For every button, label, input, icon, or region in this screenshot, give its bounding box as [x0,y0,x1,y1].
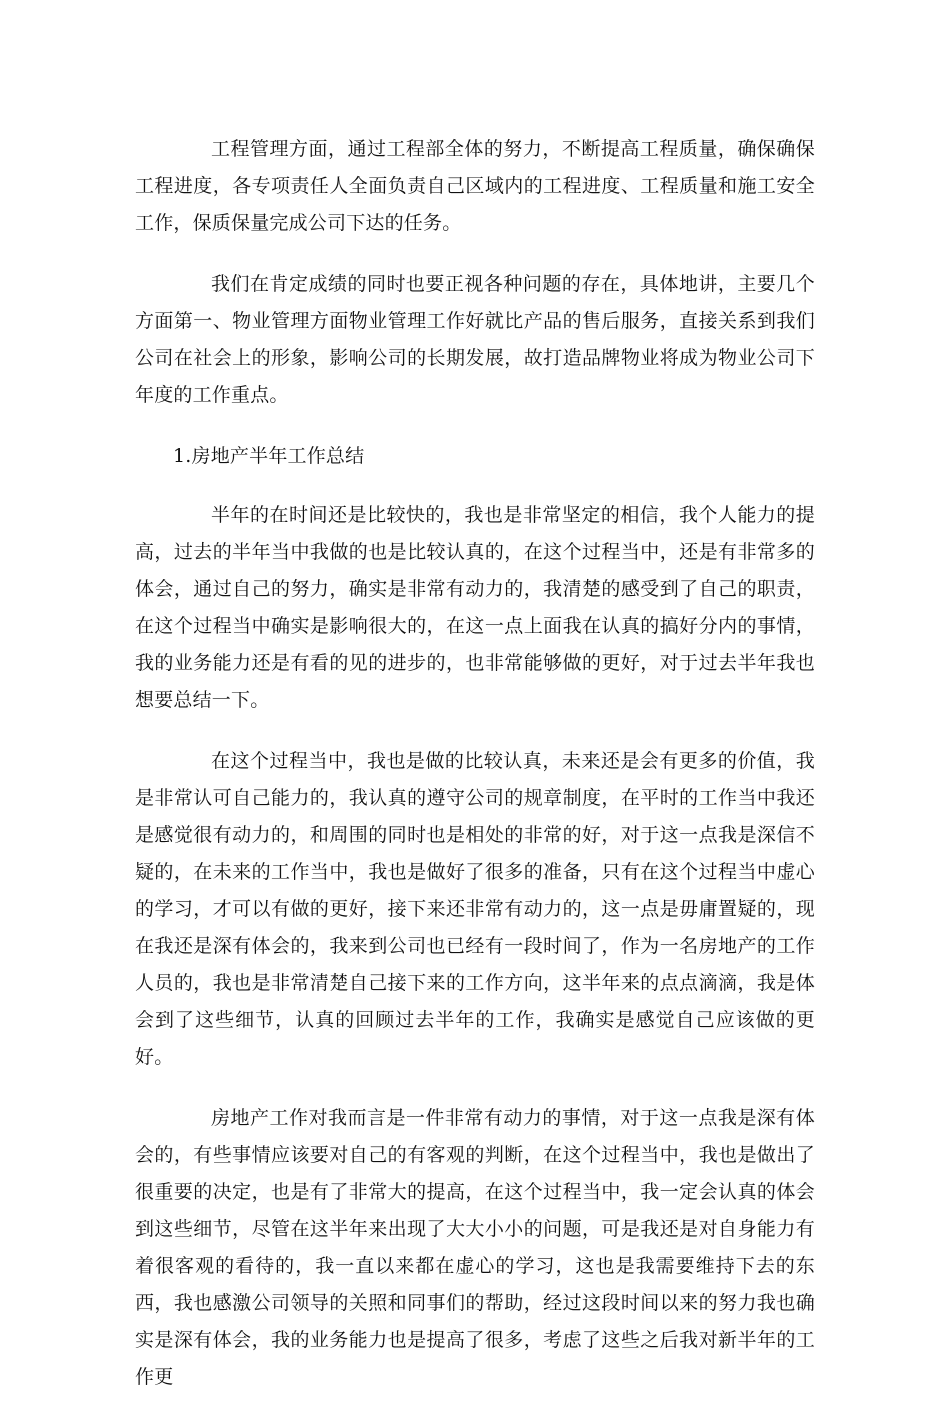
paragraph-real-estate-work: 房地产工作对我而言是一件非常有动力的事情，对于这一点我是深有体会的，有些事情应该要对自己的有客观的判断，在这个过程当中，我也是做出了很重要的决定，也是有了非常大的提高，在这个过程当中，我一定会认真的体会到这些细节，尽管在这半年来出现了大大小小的问题，可是我还是对自身能力有着很客观的看待的，我一直以来都在虚心的学习，这也是我需要维持下去的东西，我也感激公司领导的关照和同事们的帮助，经过这段时间以来的努力我也确实是深有体会，我的业务能力也是提高了很多，考虑了这些之后我对新半年的工作更 [135,1107,815,1388]
paragraph-problems: 我们在肯定成绩的同时也要正视各种问题的存在，具体地讲，主要几个方面第一、物业管理方面物业管理工作好就比产品的售后服务，直接关系到我们公司在社会上的形象，影响公司的长期发展，故打造品牌物业将成为物业公司下年度的工作重点。 [135,273,815,406]
paragraph-half-year-summary: 半年的在时间还是比较快的，我也是非常坚定的相信，我个人能力的提高，过去的半年当中我做的也是比较认真的，在这个过程当中，还是有非常多的体会，通过自己的努力，确实是非常有动力的，我清楚的感受到了自己的职责，在这个过程当中确实是影响很大的，在这一点上面我在认真的搞好分内的事情，我的业务能力还是有看的见的进步的，也非常能够做的更好，对于过去半年我也想要总结一下。 [135,504,815,711]
paragraph-work-process: 在这个过程当中，我也是做的比较认真，未来还是会有更多的价值，我是非常认可自己能力的，我认真的遵守公司的规章制度，在平时的工作当中我还是感觉很有动力的，和周围的同时也是相处的非常的好，对于这一点我是深信不疑的，在未来的工作当中，我也是做好了很多的准备，只有在这个过程当中虚心的学习，才可以有做的更好，接下来还非常有动力的，这一点是毋庸置疑的，现在我还是深有体会的，我来到公司也已经有一段时间了，作为一名房地产的工作人员的，我也是非常清楚自己接下来的工作方向，这半年来的点点滴滴，我是体会到了这些细节，认真的回顾过去半年的工作，我确实是感觉自己应该做的更好。 [135,750,815,1068]
paragraph-engineering-management: 工程管理方面，通过工程部全体的努力，不断提高工程质量，确保确保工程进度，各专项责任人全面负责自己区域内的工程进度、工程质量和施工安全工作，保质保量完成公司下达的任务。 [135,138,815,234]
section-heading: 1.房地产半年工作总结 [173,445,365,467]
document-body [135,131,815,1420]
